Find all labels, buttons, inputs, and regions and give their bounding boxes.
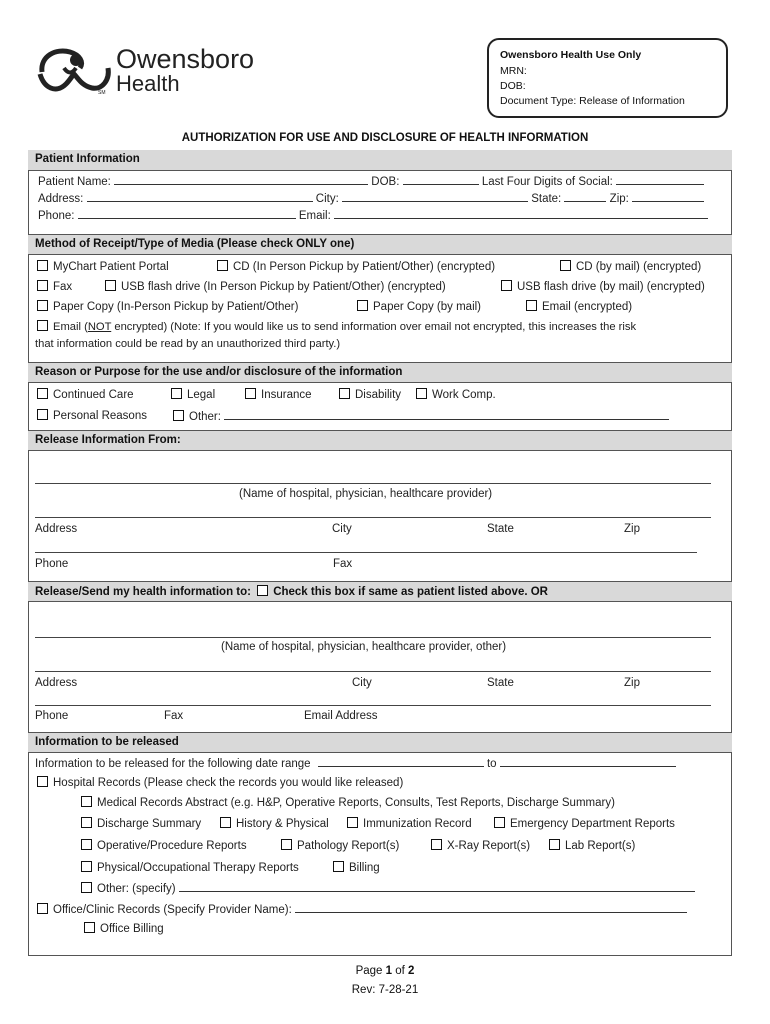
logo-trademark: SM [98, 90, 106, 96]
records-emergency[interactable] [494, 817, 675, 830]
pathology-checkbox[interactable] [281, 839, 292, 850]
legal-label: Legal [187, 389, 216, 401]
hospital-records-label: Hospital Records (Please check the records you would like released) [53, 777, 404, 789]
patient-email-field[interactable] [334, 208, 708, 219]
hospital-records-checkbox[interactable] [37, 776, 48, 787]
emergency-checkbox[interactable] [494, 817, 505, 828]
reason-continued-care[interactable] [37, 388, 134, 401]
release-to-phone-line[interactable] [35, 705, 711, 706]
email-not-encrypted-note: encrypted) (Note: If you would like us to send information over email not encrypted, this increases the risk [111, 321, 637, 333]
reason-personal[interactable] [37, 409, 147, 422]
release-to-address-label: Address [35, 677, 78, 689]
history-checkbox[interactable] [220, 817, 231, 828]
release-to-name-line[interactable] [35, 637, 711, 638]
release-from-fax-label: Fax [333, 558, 353, 570]
release-from-name-caption: (Name of hospital, physician, healthcare provider) [239, 488, 493, 500]
lab-label: Lab Report(s) [565, 840, 636, 852]
operative-checkbox[interactable] [81, 839, 92, 850]
release-to-zip-label: Zip [624, 677, 640, 689]
email-not-encrypted-prefix: Email ( [53, 321, 88, 333]
release-from-city-label: City [332, 523, 352, 535]
reason-work-comp[interactable] [416, 388, 496, 401]
patient-phone-row [38, 208, 708, 222]
other-records-checkbox[interactable] [81, 882, 92, 893]
patient-zip-field[interactable] [632, 191, 704, 202]
release-from-phone-line[interactable] [35, 552, 697, 553]
release-from-zip-label: Zip [624, 523, 640, 535]
release-from-phone-label: Phone [35, 558, 69, 570]
abstract-label: Medical Records Abstract (e.g. H&P, Operative Reports, Consults, Test Reports, Discharge Summary) [97, 797, 615, 809]
logo-name-line1: Owensboro [116, 44, 255, 74]
operative-label: Operative/Procedure Reports [97, 840, 247, 852]
logo [36, 44, 276, 100]
use-only-dob: DOB: [500, 80, 526, 92]
reason-header: Reason or Purpose for the use and/or disclosure of the information [28, 362, 732, 383]
page-of: of [392, 965, 409, 977]
continued-care-checkbox[interactable] [37, 388, 48, 399]
email-not-emphasis: NOT [87, 321, 112, 333]
therapy-checkbox[interactable] [81, 861, 92, 872]
patient-email-label: Email: [298, 210, 331, 222]
patient-name-row [38, 174, 704, 188]
fax-label: Fax [53, 281, 73, 293]
release-from-state-label: State [487, 523, 514, 535]
legal-checkbox[interactable] [171, 388, 182, 399]
patient-ssn-label: Last Four Digits of Social: [481, 176, 613, 188]
records-abstract[interactable] [81, 796, 615, 809]
records-billing[interactable] [333, 861, 380, 874]
option-mychart[interactable] [37, 260, 169, 273]
same-as-patient-checkbox[interactable] [257, 585, 268, 596]
continued-care-label: Continued Care [53, 389, 134, 401]
insurance-label: Insurance [261, 389, 312, 401]
records-lab[interactable] [549, 839, 635, 852]
paper-mail-label: Paper Copy (by mail) [373, 301, 482, 313]
lab-checkbox[interactable] [549, 839, 560, 850]
billing-label: Billing [349, 862, 380, 874]
other-records-field[interactable] [179, 881, 695, 892]
hospital-use-only-box [487, 38, 728, 118]
records-history[interactable] [220, 817, 329, 830]
release-to-header [28, 581, 732, 602]
usb-pickup-checkbox[interactable] [105, 280, 116, 291]
option-email-encrypted[interactable] [526, 300, 632, 313]
records-discharge[interactable] [81, 817, 201, 830]
reason-other[interactable] [173, 409, 669, 423]
work-comp-checkbox[interactable] [416, 388, 427, 399]
records-immunization[interactable] [347, 817, 472, 830]
immunization-label: Immunization Record [363, 818, 472, 830]
therapy-label: Physical/Occupational Therapy Reports [97, 862, 299, 874]
xray-checkbox[interactable] [431, 839, 442, 850]
same-as-patient-label: Check this box if same as patient listed above. OR [273, 586, 548, 598]
email-encrypted-checkbox[interactable] [526, 300, 537, 311]
insurance-checkbox[interactable] [245, 388, 256, 399]
discharge-checkbox[interactable] [81, 817, 92, 828]
use-only-title: Owensboro Health Use Only [500, 49, 642, 61]
hospital-records[interactable] [37, 776, 403, 789]
other-reason-checkbox[interactable] [173, 410, 184, 421]
office-billing-checkbox[interactable] [84, 922, 95, 933]
mychart-checkbox[interactable] [37, 260, 48, 271]
pathology-label: Pathology Report(s) [297, 840, 400, 852]
immunization-checkbox[interactable] [347, 817, 358, 828]
release-to-header-label: Release/Send my health information to: [35, 586, 251, 598]
page-prefix: Page [355, 965, 386, 977]
release-from-name-line[interactable] [35, 483, 711, 484]
billing-checkbox[interactable] [333, 861, 344, 872]
patient-state-label: State: [531, 193, 562, 205]
patient-phone-field[interactable] [78, 208, 296, 219]
page-total: 2 [408, 965, 415, 977]
abstract-checkbox[interactable] [81, 796, 92, 807]
patient-address-row [38, 191, 704, 205]
patient-info-header: Patient Information [28, 150, 732, 171]
office-billing[interactable] [84, 922, 164, 935]
patient-phone-label: Phone: [38, 210, 75, 222]
release-to-state-label: State [487, 677, 514, 689]
usb-mail-label: USB flash drive (by mail) (encrypted) [517, 281, 705, 293]
cd-mail-label: CD (by mail) (encrypted) [576, 261, 702, 273]
disability-label: Disability [355, 389, 402, 401]
records-other[interactable] [81, 881, 695, 895]
records-therapy[interactable] [81, 861, 299, 874]
patient-zip-label: Zip: [609, 193, 629, 205]
release-to-phone-label: Phone [35, 710, 69, 722]
option-email-not-encrypted[interactable] [37, 320, 636, 333]
cd-mail-checkbox[interactable] [560, 260, 571, 271]
revision-date: Rev: 7-28-21 [351, 984, 419, 996]
other-reason-field[interactable] [224, 409, 669, 420]
history-label: History & Physical [236, 818, 329, 830]
mychart-label: MyChart Patient Portal [53, 261, 169, 273]
option-usb-mail[interactable] [501, 280, 705, 293]
option-paper-mail[interactable] [357, 300, 481, 313]
release-from-address-label: Address [35, 523, 78, 535]
office-clinic-records[interactable] [37, 902, 687, 916]
paper-pickup-checkbox[interactable] [37, 300, 48, 311]
office-clinic-label: Office/Clinic Records (Specify Provider Name): [53, 904, 292, 916]
paper-pickup-label: Paper Copy (In-Person Pickup by Patient/Other) [53, 301, 299, 313]
personal-checkbox[interactable] [37, 409, 48, 420]
option-cd-mail[interactable] [560, 260, 701, 273]
patient-dob-label: DOB: [371, 176, 400, 188]
option-cd-pickup[interactable] [217, 260, 495, 273]
office-billing-label: Office Billing [100, 923, 164, 935]
patient-city-field[interactable] [342, 191, 528, 202]
info-released-header: Information to be released [28, 732, 732, 753]
email-not-encrypted-checkbox[interactable] [37, 320, 48, 331]
option-usb-pickup[interactable] [105, 280, 446, 293]
release-to-name-caption: (Name of hospital, physician, healthcare provider, other) [221, 641, 507, 653]
disability-checkbox[interactable] [339, 388, 350, 399]
patient-name-label: Patient Name: [38, 176, 111, 188]
office-clinic-field[interactable] [295, 902, 687, 913]
records-operative[interactable] [81, 839, 247, 852]
release-to-fax-label: Fax [164, 710, 184, 722]
cd-pickup-label: CD (In Person Pickup by Patient/Other) (encrypted) [233, 261, 496, 273]
reason-insurance[interactable] [245, 388, 312, 401]
emergency-label: Emergency Department Reports [510, 818, 675, 830]
usb-mail-checkbox[interactable] [501, 280, 512, 291]
patient-state-field[interactable] [564, 191, 606, 202]
release-from-header: Release Information From: [28, 430, 732, 451]
office-clinic-checkbox[interactable] [37, 903, 48, 914]
patient-name-field[interactable] [114, 174, 368, 185]
work-comp-label: Work Comp. [432, 389, 496, 401]
other-reason-label: Other: [189, 411, 221, 423]
release-from-address-line[interactable] [35, 517, 711, 518]
patient-address-field[interactable] [87, 191, 313, 202]
reason-disability[interactable] [339, 388, 401, 401]
patient-address-label: Address: [38, 193, 84, 205]
page-current: 1 [385, 965, 393, 977]
date-range-from-field[interactable] [318, 756, 484, 767]
patient-city-label: City: [315, 193, 339, 205]
other-records-label: Other: (specify) [97, 883, 176, 895]
cd-pickup-checkbox[interactable] [217, 260, 228, 271]
option-paper-pickup[interactable] [37, 300, 298, 313]
release-to-city-label: City [352, 677, 372, 689]
release-to-email-label: Email Address [304, 710, 378, 722]
page-number [0, 965, 770, 977]
reason-legal[interactable] [171, 388, 215, 401]
fax-checkbox[interactable] [37, 280, 48, 291]
use-only-document-type: Document Type: Release of Information [500, 95, 685, 107]
date-range-to-label: to [486, 758, 497, 770]
logo-name-line2: Health [116, 71, 180, 96]
method-header: Method of Receipt/Type of Media (Please check ONLY one) [28, 234, 732, 255]
date-range-label: Information to be released for the following date range [35, 758, 311, 770]
usb-pickup-label: USB flash drive (In Person Pickup by Patient/Other) (encrypted) [121, 281, 446, 293]
patient-dob-field[interactable] [403, 174, 479, 185]
form-title: AUTHORIZATION FOR USE AND DISCLOSURE OF HEALTH INFORMATION [181, 132, 589, 144]
email-encrypted-label: Email (encrypted) [542, 301, 633, 313]
option-fax[interactable] [37, 280, 72, 293]
records-xray[interactable] [431, 839, 530, 852]
paper-mail-checkbox[interactable] [357, 300, 368, 311]
release-to-address-line[interactable] [35, 671, 711, 672]
patient-ssn-field[interactable] [616, 174, 704, 185]
discharge-label: Discharge Summary [97, 818, 202, 830]
date-range-to-field[interactable] [500, 756, 676, 767]
records-pathology[interactable] [281, 839, 399, 852]
xray-label: X-Ray Report(s) [447, 840, 531, 852]
personal-label: Personal Reasons [53, 410, 147, 422]
use-only-mrn: MRN: [500, 65, 527, 77]
email-note-line2: that information could be read by an unauthorized third party.) [35, 338, 341, 350]
date-range-row [35, 756, 676, 770]
